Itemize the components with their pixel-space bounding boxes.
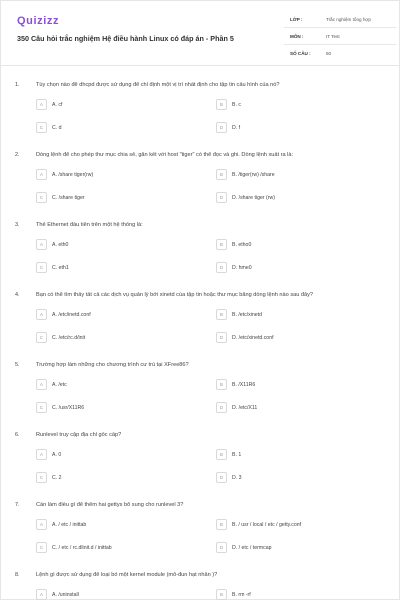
question-item — [1, 289, 400, 359]
question-item — [1, 149, 400, 219]
option-letter-box: C — [36, 472, 47, 483]
answer-option[interactable] — [216, 121, 371, 134]
answer-option[interactable] — [36, 518, 191, 531]
answer-option[interactable] — [36, 308, 191, 321]
option-text: A. /uninstall — [52, 591, 79, 598]
quizizz-logo — [17, 15, 59, 27]
option-letter-box: C — [36, 332, 47, 343]
question-item — [1, 79, 400, 149]
option-text: B. /etc/xinetd — [232, 311, 262, 318]
worksheet-title: 350 Câu hỏi trắc nghiệm Hệ điều hành Linux có đáp án - Phần 5 — [17, 34, 234, 43]
worksheet-header — [1, 1, 400, 65]
option-text: C. /etc/rc.d/init — [52, 334, 86, 341]
option-letter-box: C — [36, 122, 47, 133]
question-item — [1, 429, 400, 499]
header-divider — [1, 65, 400, 66]
option-letter-box: A — [36, 519, 47, 530]
option-letter-box: A — [36, 449, 47, 460]
option-text: B. /tiger(rw) /share — [232, 171, 275, 178]
option-letter-box: D — [216, 262, 227, 273]
meta-row-class — [284, 11, 396, 28]
question-number: 1. — [15, 82, 20, 88]
option-letter-box: C — [36, 262, 47, 273]
answer-option[interactable] — [36, 121, 191, 134]
option-letter-box: B — [216, 519, 227, 530]
meta-label: SỐ CÂU : — [290, 51, 311, 56]
option-letter-box: D — [216, 122, 227, 133]
question-item — [1, 219, 400, 289]
question-text: Bạn có thể tìm thấy tất cả các dịch vụ quản lý bởi xinetd của tập tin hoặc thư mục bằng dòng lệnh nào sau đây? — [36, 292, 314, 298]
answer-option[interactable] — [36, 98, 191, 111]
option-text: C. / etc / rc.dlinit.d / inittab — [52, 544, 112, 551]
option-letter-box: A — [36, 99, 47, 110]
option-text: B. etho0 — [232, 241, 252, 248]
answer-option[interactable] — [36, 331, 191, 344]
option-text: A. /etc — [52, 381, 67, 388]
meta-label: MÔN : — [290, 33, 304, 39]
option-text: A. cf — [52, 101, 63, 108]
question-text: Trường hợp làm những cho chương trình cư trú tại XFree86? — [36, 362, 189, 368]
option-letter-box: D — [216, 472, 227, 483]
question-number: 2. — [15, 152, 20, 158]
question-number: 8. — [15, 572, 20, 578]
answer-option[interactable] — [216, 518, 371, 531]
answer-option[interactable] — [216, 331, 371, 344]
question-number: 5. — [15, 362, 20, 368]
question-text: Lệnh gì được sử dụng để loại bỏ một kernel module (mô-đun hạt nhân )? — [36, 572, 218, 578]
question-list — [1, 79, 400, 600]
question-item — [1, 569, 400, 600]
worksheet-meta — [284, 11, 396, 62]
option-text: C. /usr/X11R6 — [52, 404, 85, 411]
option-text: D. /etc/xinetd.conf — [232, 334, 274, 341]
option-letter-box: B — [216, 449, 227, 460]
answer-option[interactable] — [36, 378, 191, 391]
option-text: B. 1 — [232, 451, 242, 458]
option-letter-box: B — [216, 99, 227, 110]
option-text: D. f — [232, 124, 241, 131]
option-letter-box: C — [36, 402, 47, 413]
answer-option[interactable] — [36, 191, 191, 204]
meta-value: Trắc nghiệm tổng hợp — [326, 16, 371, 22]
option-text: A. /etc/inetd.conf — [52, 311, 91, 318]
answer-option[interactable] — [216, 191, 371, 204]
question-text: Cần làm điều gì để thêm hai gettys bổ sung cho runlevel 3? — [36, 502, 184, 508]
answer-option[interactable] — [216, 238, 371, 251]
option-letter-box: A — [36, 169, 47, 180]
option-letter-box: B — [216, 239, 227, 250]
option-text: A. eth0 — [52, 241, 69, 248]
answer-option[interactable] — [216, 541, 371, 554]
option-letter-box: A — [36, 239, 47, 250]
answer-option[interactable] — [216, 98, 371, 111]
answer-option[interactable] — [36, 588, 191, 600]
option-text: C. eth1 — [52, 264, 69, 271]
option-text: B. / usr / local / etc / getty.conf — [232, 521, 302, 528]
question-number: 4. — [15, 292, 20, 298]
logo-text: Quizizz — [17, 15, 60, 27]
answer-option[interactable] — [216, 448, 371, 461]
option-letter-box: B — [216, 589, 227, 600]
answer-option[interactable] — [36, 448, 191, 461]
option-letter-box: D — [216, 332, 227, 343]
question-item — [1, 359, 400, 429]
option-text: A. / etc / inittab — [52, 521, 87, 528]
option-text: A. /share tiger(rw) — [52, 171, 94, 178]
meta-row-subject — [284, 28, 396, 45]
meta-value: 50 — [326, 51, 332, 56]
option-letter-box: A — [36, 589, 47, 600]
answer-option[interactable] — [36, 541, 191, 554]
answer-option[interactable] — [216, 261, 371, 274]
option-text: B. rm -rf — [232, 591, 251, 598]
answer-option[interactable] — [216, 308, 371, 321]
option-letter-box: D — [216, 402, 227, 413]
option-text: A. 0 — [52, 451, 62, 458]
option-text: D. 3 — [232, 474, 242, 481]
option-text: C. d — [52, 124, 62, 131]
option-text: B. /X11R6 — [232, 381, 256, 388]
option-text: D. /etc/X11 — [232, 404, 258, 411]
option-text: D. /share tiger (rw) — [232, 194, 275, 201]
answer-option[interactable] — [216, 471, 371, 484]
answer-option[interactable] — [36, 168, 191, 181]
answer-option[interactable] — [36, 401, 191, 414]
meta-label: LỚP : — [290, 16, 303, 22]
option-text: B. c — [232, 101, 241, 108]
question-number: 7. — [15, 502, 20, 508]
answer-option[interactable] — [216, 168, 371, 181]
meta-value: IT Test — [326, 33, 340, 39]
option-text: D. hme0 — [232, 264, 252, 271]
question-number: 3. — [15, 222, 20, 228]
answer-option[interactable] — [216, 378, 371, 391]
question-text: Runlevel truy cập địa chỉ gốc cấp? — [36, 432, 122, 438]
answer-option[interactable] — [216, 401, 371, 414]
option-letter-box: B — [216, 379, 227, 390]
answer-option[interactable] — [36, 471, 191, 484]
option-text: C. /share tiger — [52, 194, 85, 201]
question-text: Dòng lệnh để cho phép thư mục chia sẻ, gắn kết với host "tiger" có thể đọc và ghi. Dòng lệnh xuất ra là: — [36, 152, 294, 158]
question-text: Thẻ Ethernet đầu tiên trên một hệ thống là: — [36, 222, 143, 228]
answer-option[interactable] — [36, 238, 191, 251]
question-item — [1, 499, 400, 569]
answer-option[interactable] — [216, 588, 371, 600]
option-text: D. / etc / termcap — [232, 544, 272, 551]
option-letter-box: C — [36, 542, 47, 553]
meta-row-count — [284, 45, 396, 62]
question-number: 6. — [15, 432, 20, 438]
option-letter-box: D — [216, 192, 227, 203]
option-text: C. 2 — [52, 474, 62, 481]
question-text: Tùy chọn nào để dhcpd được sử dụng để chỉ định một vị trí nhất định cho tập tin cấu hình của nó? — [36, 82, 280, 88]
option-letter-box: B — [216, 309, 227, 320]
option-letter-box: D — [216, 542, 227, 553]
answer-option[interactable] — [36, 261, 191, 274]
option-letter-box: A — [36, 379, 47, 390]
option-letter-box: A — [36, 309, 47, 320]
option-letter-box: C — [36, 192, 47, 203]
option-letter-box: B — [216, 169, 227, 180]
